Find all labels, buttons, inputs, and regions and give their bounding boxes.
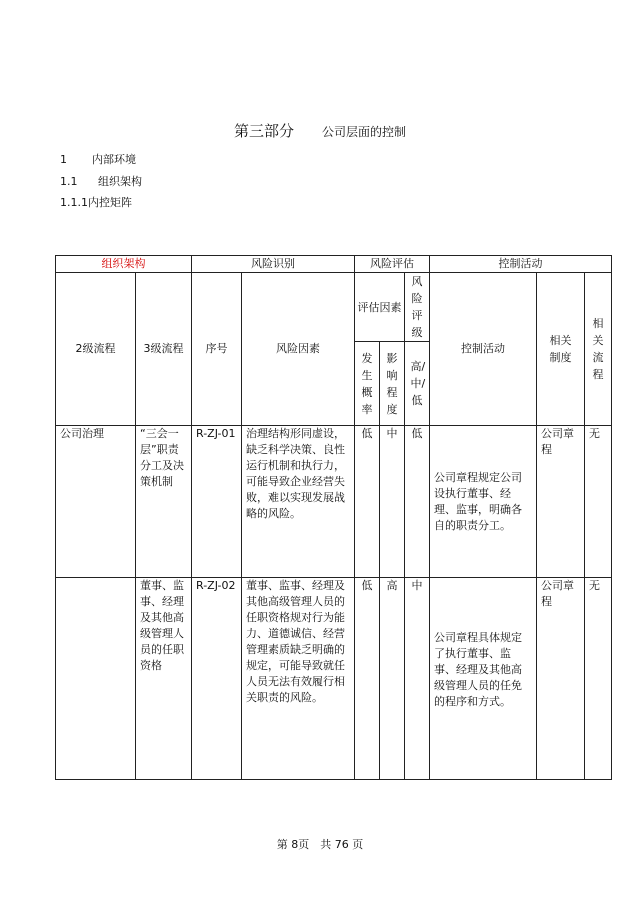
col-rating-scale: 高/中/低 — [405, 342, 430, 426]
cell-probability: 低 — [355, 426, 380, 578]
col-level3: 3级流程 — [136, 273, 192, 426]
cell-risk: 董事、监事、经理及其他高级管理人员的任职资格规对行为能力、道德诚信、经营管理素质缺乏明确的规定，可能导致就任人员无法有效履行相关职责的风险。 — [242, 578, 355, 780]
heading-level3: 1.1.1内控矩阵 — [60, 196, 132, 209]
cell-level3: “三会一层”职责分工及决策机制 — [136, 426, 192, 578]
col-seq: 序号 — [192, 273, 242, 426]
cell-seq: R-ZJ-01 — [192, 426, 242, 578]
cell-related-system: 公司章程 — [537, 578, 585, 780]
cell-rating: 中 — [405, 578, 430, 780]
group-org: 组织架构 — [56, 256, 192, 273]
page-footer: 第 8页 共 76 页 — [276, 838, 364, 851]
heading-level1: 1 内部环境 — [60, 153, 136, 166]
cell-level2 — [56, 578, 136, 780]
cell-related-system: 公司章程 — [537, 426, 585, 578]
cell-control-activity: 公司章程规定公司设执行董事、经理、监事，明确各自的职责分工。 — [430, 426, 537, 578]
cell-risk: 治理结构形同虚设，缺乏科学决策、良性运行机制和执行力，可能导致企业经营失败，难以实现发展战略的风险。 — [242, 426, 355, 578]
group-risk-identification: 风险识别 — [192, 256, 355, 273]
heading-level2: 1.1 组织架构 — [60, 175, 142, 188]
col-risk-rating: 风险评级 — [405, 273, 430, 342]
cell-seq: R-ZJ-02 — [192, 578, 242, 780]
group-control: 控制活动 — [430, 256, 612, 273]
cell-related-process: 无 — [585, 426, 612, 578]
col-impact: 影响程度 — [380, 342, 405, 426]
table-row — [56, 578, 612, 780]
cell-control-activity: 公司章程具体规定了执行董事、监事、经理及其他高级管理人员的任免的程序和方式。 — [430, 578, 537, 780]
col-level2: 2级流程 — [56, 273, 136, 426]
col-related-system: 相关制度 — [537, 273, 585, 426]
table-header-row — [56, 273, 612, 342]
col-probability: 发生概率 — [355, 342, 380, 426]
col-related-process: 相关流程 — [585, 273, 612, 426]
cell-level3: 董事、监事、经理及其他高级管理人员的任职资格 — [136, 578, 192, 780]
page-title — [0, 120, 640, 141]
col-control-activity: 控制活动 — [430, 273, 537, 426]
part-subtitle: 公司层面的控制 — [322, 125, 407, 139]
table-row — [56, 426, 612, 578]
part-title: 第三部分 — [233, 122, 294, 140]
cell-related-process: 无 — [585, 578, 612, 780]
table-group-header-row — [56, 256, 612, 273]
cell-probability: 低 — [355, 578, 380, 780]
cell-impact: 中 — [380, 426, 405, 578]
col-assess-factor: 评估因素 — [355, 273, 405, 342]
cell-rating: 低 — [405, 426, 430, 578]
col-risk-factor: 风险因素 — [242, 273, 355, 426]
control-matrix-table — [55, 255, 612, 780]
cell-level2: 公司治理 — [56, 426, 136, 578]
group-risk-assessment: 风险评估 — [355, 256, 430, 273]
cell-impact: 高 — [380, 578, 405, 780]
